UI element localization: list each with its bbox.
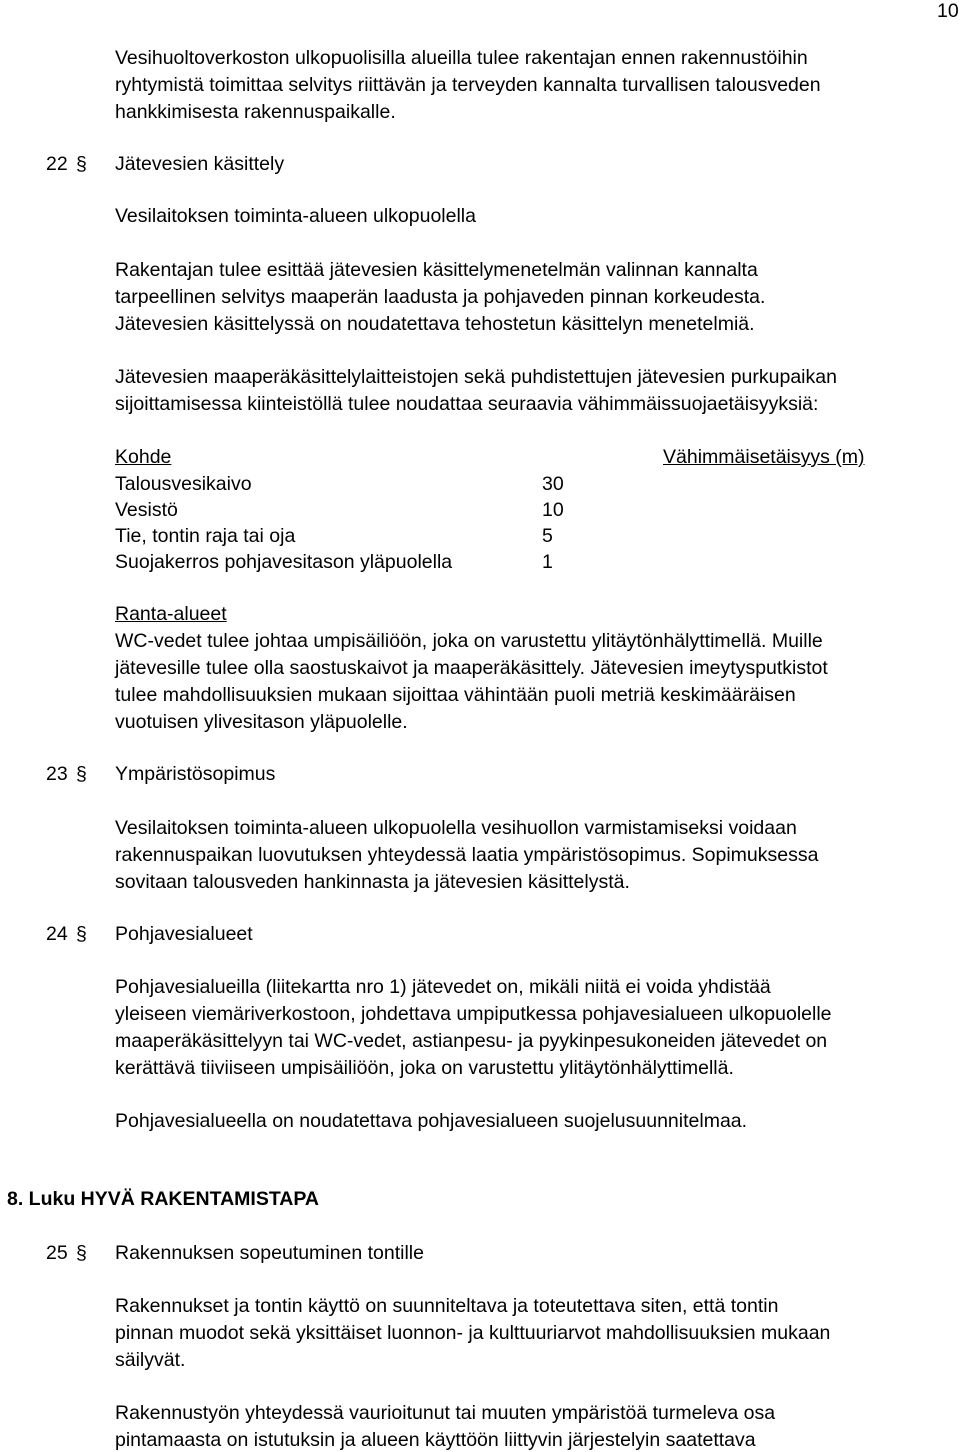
section-22-number: 22 [46, 153, 68, 175]
table-row-value: 1 [542, 551, 553, 573]
s24-para1-line-2: yleiseen viemäriverkostoon, johdettava umpiputkessa pohjavesialueen ulkopuolelle [115, 1003, 832, 1025]
s24-para2: Pohjavesialueella on noudatettava pohjavesialueen suojelusuunnitelmaa. [115, 1110, 748, 1132]
s25-para1-line-1: Rakennukset ja tontin käyttö on suunniteltava ja toteutettava siten, että tontin [115, 1295, 779, 1317]
table-row-label: Suojakerros pohjavesitason yläpuolella [115, 551, 453, 573]
table-header-kohde: Kohde [115, 446, 172, 468]
s25-para1-line-3: säilyvät. [115, 1349, 186, 1371]
section-symbol: § [76, 153, 87, 175]
section-24-number: 24 [46, 923, 68, 945]
ranta-line-4: vuotuisen ylivesitason yläpuolelle. [115, 711, 408, 733]
s22-para1-line-2: tarpeellinen selvitys maaperän laadusta ja pohjaveden pinnan korkeudesta. [115, 286, 766, 308]
ranta-line-2: jätevesille tulee olla saostuskaivot ja maaperäkäsittely. Jätevesien imeytysputkistot [115, 657, 828, 679]
section-symbol: § [76, 1242, 87, 1264]
intro-line-3: hankkimisesta rakennuspaikalle. [115, 101, 396, 123]
section-symbol: § [76, 763, 87, 785]
s22-para1-line-1: Rakentajan tulee esittää jätevesien käsittelymenetelmän valinnan kannalta [115, 259, 758, 281]
page-number: 10 [937, 0, 959, 22]
table-row-label: Talousvesikaivo [115, 473, 252, 495]
s23-line-2: rakennuspaikan luovutuksen yhteydessä laatia ympäristösopimus. Sopimuksessa [115, 844, 819, 866]
s24-para1-line-1: Pohjavesialueilla (liitekartta nro 1) jätevedet on, mikäli niitä ei voida yhdistää [115, 976, 771, 998]
s25-para2-line-1: Rakennustyön yhteydessä vaurioitunut tai muuten ympäristöä turmeleva osa [115, 1402, 776, 1424]
intro-line-2: ryhtymistä toimittaa selvitys riittävän ja terveyden kannalta turvallisen talousveden [115, 74, 821, 96]
section-24-title: Pohjavesialueet [115, 923, 253, 945]
section-23-title: Ympäristösopimus [115, 763, 276, 785]
s22-para2-line-2: sijoittamisessa kiinteistöllä tulee noudattaa seuraavia vähimmäissuojaetäisyyksiä: [115, 393, 819, 415]
table-row-value: 10 [542, 499, 564, 521]
s23-line-3: sovitaan talousveden hankinnasta ja jätevesien käsittelystä. [115, 871, 630, 893]
table-header-distance: Vähimmäisetäisyys (m) [663, 446, 865, 468]
s24-para1-line-3: maaperäkäsittelyyn tai WC-vedet, astianpesu- ja pyykinpesukoneiden jätevedet on [115, 1030, 828, 1052]
table-row-label: Vesistö [115, 499, 178, 521]
s22-para2-line-1: Jätevesien maaperäkäsittelylaitteistojen sekä puhdistettujen jätevesien purkupaikan [115, 366, 837, 388]
chapter-heading: 8. Luku HYVÄ RAKENTAMISTAPA [7, 1188, 320, 1210]
section-22-subheading: Vesilaitoksen toiminta-alueen ulkopuolella [115, 205, 476, 227]
section-symbol: § [76, 923, 87, 945]
ranta-line-3: tulee mahdollisuuksien mukaan sijoittaa vähintään puoli metriä keskimääräisen [115, 684, 796, 706]
s25-para1-line-2: pinnan muodot sekä yksittäiset luonnon- ja kulttuuriarvot mahdollisuuksien mukaan [115, 1322, 831, 1344]
intro-line-1: Vesihuoltoverkoston ulkopuolisilla alueilla tulee rakentajan ennen rakennustöihin [115, 47, 808, 69]
table-row-value: 5 [542, 525, 553, 547]
ranta-heading: Ranta-alueet [115, 603, 227, 625]
s24-para1-line-4: kerättävä tiiviiseen umpisäiliöön, joka on varustettu ylitäytönhälyttimellä. [115, 1057, 734, 1079]
section-25-number: 25 [46, 1242, 68, 1264]
section-25-title: Rakennuksen sopeutuminen tontille [115, 1242, 424, 1264]
s22-para1-line-3: Jätevesien käsittelyssä on noudatettava tehostetun käsittelyn menetelmiä. [115, 313, 755, 335]
table-row-label: Tie, tontin raja tai oja [115, 525, 296, 547]
s23-line-1: Vesilaitoksen toiminta-alueen ulkopuolella vesihuollon varmistamiseksi voidaan [115, 817, 797, 839]
table-row-value: 30 [542, 473, 564, 495]
s25-para2-line-2: pintamaasta on istutuksin ja alueen käyttöön liittyvin järjestelyin saatettava [115, 1429, 756, 1451]
ranta-line-1: WC-vedet tulee johtaa umpisäiliöön, joka on varustettu ylitäytönhälyttimellä. Muille [115, 630, 823, 652]
section-23-number: 23 [46, 763, 68, 785]
section-22-title: Jätevesien käsittely [115, 153, 285, 175]
